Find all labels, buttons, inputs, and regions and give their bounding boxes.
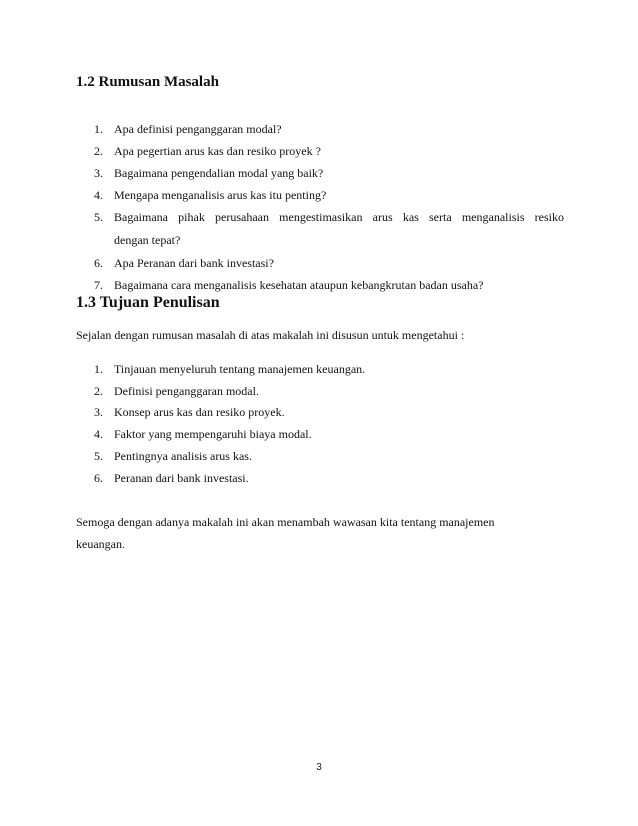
list-item-text: Pentingnya analisis arus kas.	[114, 449, 252, 463]
list-item-text: Konsep arus kas dan resiko proyek.	[114, 405, 285, 419]
list-item-text: Bagaimana pengendalian modal yang baik?	[114, 166, 324, 180]
list-item-text: Tinjauan menyeluruh tentang manajemen keuangan.	[114, 362, 366, 376]
list-item-text: Apa definisi penganggaran modal?	[114, 122, 282, 136]
section-heading-rumusan-masalah: 1.2 Rumusan Masalah	[76, 74, 219, 90]
list-item-text: Bagaimana pihak perusahaan mengestimasikan arus kas serta menganalisis resiko	[114, 210, 564, 224]
list-item-number: 6.	[94, 471, 103, 485]
list-item-text: Bagaimana cara menganalisis kesehatan ataupun kebangkrutan badan usaha?	[114, 278, 484, 292]
list-item-text: Apa pegertian arus kas dan resiko proyek ?	[114, 144, 321, 158]
section-heading-tujuan-penulisan: 1.3 Tujuan Penulisan	[76, 294, 220, 311]
list-item-text: Apa Peranan dari bank investasi?	[114, 256, 274, 270]
list-item-number: 1.	[94, 362, 103, 376]
list-item-number: 1.	[94, 122, 103, 136]
list-item-text: Peranan dari bank investasi.	[114, 471, 249, 485]
closing-paragraph-line-2: keuangan.	[76, 537, 125, 551]
list-item-number: 3.	[94, 405, 103, 419]
list-item-number: 2.	[94, 384, 103, 398]
list-item-number: 5.	[94, 449, 103, 463]
list-item-number: 7.	[94, 278, 103, 292]
list-item-text: Faktor yang mempengaruhi biaya modal.	[114, 427, 312, 441]
list-item-text: Mengapa menganalisis arus kas itu penting?	[114, 188, 327, 202]
list-item-number: 4.	[94, 427, 103, 441]
list-item-number: 3.	[94, 166, 103, 180]
intro-paragraph: Sejalan dengan rumusan masalah di atas makalah ini disusun untuk mengetahui :	[76, 328, 465, 342]
list-item-number: 2.	[94, 144, 103, 158]
page-number: 3	[316, 762, 322, 773]
list-item-number: 5.	[94, 210, 103, 224]
list-item-number: 6.	[94, 256, 103, 270]
list-item-text: Definisi penganggaran modal.	[114, 384, 259, 398]
list-item-text-continuation: dengan tepat?	[114, 233, 181, 247]
list-item-number: 4.	[94, 188, 103, 202]
closing-paragraph-line-1: Semoga dengan adanya makalah ini akan menambah wawasan kita tentang manajemen	[76, 515, 495, 529]
